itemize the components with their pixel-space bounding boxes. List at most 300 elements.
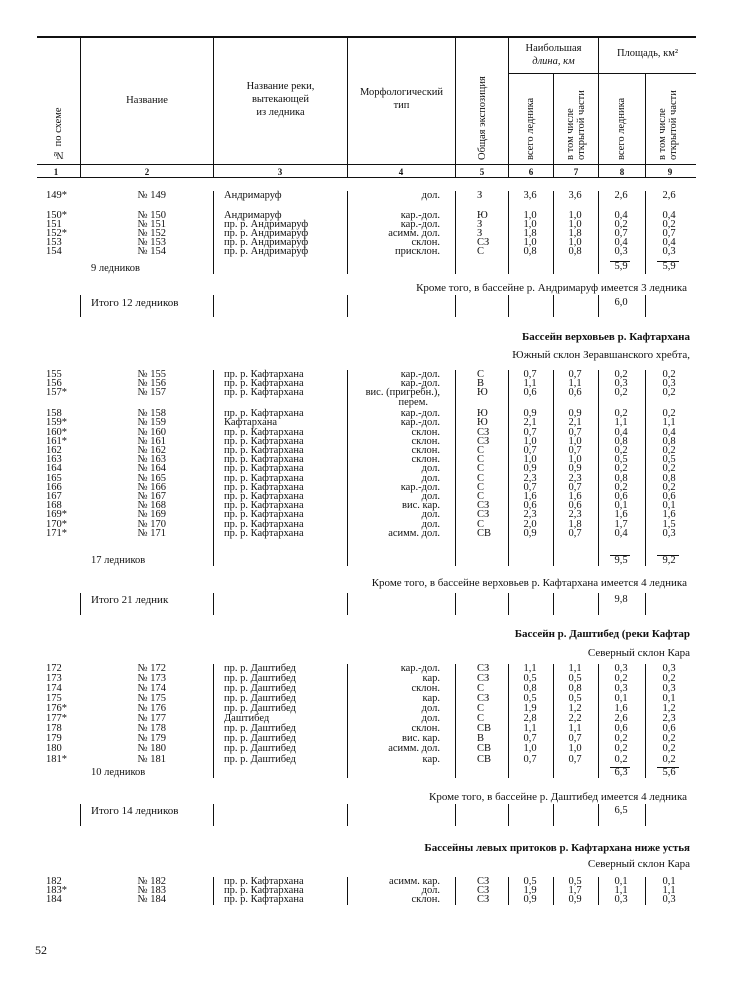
cell-exp: С	[477, 713, 485, 724]
header-group-area: Площадь, км²	[616, 48, 679, 59]
cell-no: 152*	[46, 228, 67, 239]
cell-area: 0,8	[614, 436, 628, 447]
row-divider	[347, 370, 348, 566]
cell-river: пр. р. Даштибед	[224, 683, 296, 694]
cell-area: 0,6	[614, 491, 628, 502]
cell-no: 180	[46, 743, 62, 754]
row-divider	[455, 593, 456, 615]
cell-len: 0,7	[523, 482, 537, 493]
cell-len: 0,9	[523, 463, 537, 474]
cell-type: дол.	[421, 509, 440, 520]
header-divider	[80, 37, 81, 178]
cell-river: пр. р. Кафтархана	[224, 427, 304, 438]
row-divider	[213, 804, 214, 826]
cell-type: склон.	[411, 427, 440, 438]
cell-exp: З	[477, 190, 483, 201]
cell-river: Андримаруф	[224, 190, 282, 201]
glacier-count-label: 10 ледников	[91, 767, 146, 778]
header-divider	[645, 73, 646, 178]
cell-exp: С	[477, 454, 485, 465]
cell-no: 151	[46, 219, 62, 230]
header-divider	[347, 37, 348, 178]
header-number: 6	[528, 167, 534, 177]
cell-no: 176*	[46, 703, 67, 714]
cell-len: 1,6	[523, 491, 537, 502]
total-area: 6,5	[614, 805, 628, 816]
cell-len: 1,0	[523, 436, 537, 447]
row-divider	[508, 593, 509, 615]
cell-len-open: 2,1	[568, 417, 582, 428]
cell-len-open: 0,6	[568, 500, 582, 511]
total-label: Итого 21 ледник	[91, 594, 169, 606]
total-label: Итого 12 ледников	[91, 297, 179, 309]
header-col-type-line: Морфологический	[359, 87, 444, 98]
cell-exp: СЗ	[477, 693, 490, 704]
cell-len-open: 1,0	[568, 210, 582, 221]
cell-len-open: 0,7	[568, 369, 582, 380]
cell-area: 1,6	[614, 703, 628, 714]
cell-area-open: 0,1	[662, 500, 676, 511]
section-title: Бассейн р. Даштибед (реки Кафтар	[514, 628, 690, 640]
cell-area: 0,2	[614, 754, 628, 765]
total-area: 6,0	[614, 297, 628, 308]
cell-len: 0,6	[523, 387, 537, 398]
cell-river: пр. р. Кафтархана	[224, 876, 304, 887]
cell-river: пр. р. Кафтархана	[224, 454, 304, 465]
row-divider	[213, 877, 214, 905]
row-divider	[455, 295, 456, 317]
row-divider	[455, 664, 456, 778]
row-divider	[508, 664, 509, 778]
cell-area-open: 0,6	[662, 491, 676, 502]
cell-area-open: 0,3	[662, 246, 676, 257]
cell-no: 178	[46, 723, 62, 734]
row-divider	[598, 877, 599, 905]
row-divider	[455, 370, 456, 566]
sum-rule	[657, 767, 679, 768]
row-divider	[213, 664, 214, 778]
cell-len: 1,1	[523, 378, 537, 389]
cell-exp: С	[477, 683, 485, 694]
sum-rule	[657, 261, 679, 262]
cell-type: кар.-дол.	[400, 369, 440, 380]
cell-type: склон.	[411, 454, 440, 465]
header-group-length	[509, 42, 598, 68]
cell-area: 0,2	[614, 743, 628, 754]
row-divider	[80, 804, 81, 826]
cell-type: дол.	[421, 885, 440, 896]
cell-no: 150*	[46, 210, 67, 221]
cell-no: 182	[46, 876, 62, 887]
cell-no: 154	[46, 246, 62, 257]
cell-river: пр. р. Даштибед	[224, 733, 296, 744]
header-col-river-line: вытекающей	[251, 94, 310, 105]
cell-len: 0,8	[523, 683, 537, 694]
cell-len-open: 1,8	[568, 519, 582, 530]
cell-area-open: 0,3	[662, 683, 676, 694]
cell-area: 0,8	[614, 473, 628, 484]
cell-type: склон.	[411, 445, 440, 456]
row-divider	[553, 877, 554, 905]
header-number: 9	[667, 167, 673, 177]
cell-exp: СЗ	[477, 673, 490, 684]
cell-len: 0,5	[523, 693, 537, 704]
sum-rule	[610, 555, 630, 556]
cell-area-open: 0,3	[662, 378, 676, 389]
cell-name: № 162	[137, 445, 166, 456]
cell-area-open: 0,1	[662, 693, 676, 704]
glacier-count-area-open: 9,2	[662, 555, 676, 566]
cell-len: 0,7	[523, 754, 537, 765]
cell-exp: СЗ	[477, 876, 490, 887]
cell-no: 163	[46, 454, 62, 465]
row-divider	[455, 877, 456, 905]
cell-len: 1,0	[523, 743, 537, 754]
cell-name: № 171	[137, 528, 166, 539]
cell-len-open: 0,7	[568, 528, 582, 539]
cell-name: № 175	[137, 693, 166, 704]
cell-name: № 152	[137, 228, 166, 239]
row-divider	[645, 804, 646, 826]
cell-river: пр. р. Кафтархана	[224, 387, 304, 398]
cell-no: 149*	[46, 190, 67, 201]
header-col9-line: открытой части	[668, 90, 679, 160]
cell-exp: СЗ	[477, 237, 490, 248]
header-divider	[553, 73, 554, 178]
cell-area: 0,4	[614, 528, 628, 539]
page-number: 52	[35, 943, 47, 957]
cell-no: 168	[46, 500, 62, 511]
cell-area-open: 0,6	[662, 723, 676, 734]
cell-exp: СЗ	[477, 427, 490, 438]
cell-len-open: 2,3	[568, 473, 582, 484]
cell-no: 161*	[46, 436, 67, 447]
row-divider	[598, 664, 599, 778]
cell-type: дол.	[421, 463, 440, 474]
cell-type: кар.-дол.	[400, 408, 440, 419]
cell-type: кар.-дол.	[400, 210, 440, 221]
cell-exp: С	[477, 246, 485, 257]
cell-len: 2,3	[523, 509, 537, 520]
cell-river: пр. р. Кафтархана	[224, 528, 304, 539]
row-divider	[213, 370, 214, 566]
sum-rule	[610, 261, 630, 262]
cell-len-open: 1,0	[568, 436, 582, 447]
basin-note: Кроме того, в бассейне р. Андримаруф имеется 3 ледника	[416, 282, 687, 294]
cell-len: 0,9	[523, 408, 537, 419]
cell-area-open: 0,4	[662, 210, 676, 221]
cell-no: 153	[46, 237, 62, 248]
cell-name: № 149	[137, 190, 166, 201]
cell-exp: С	[477, 473, 485, 484]
glacier-count-area-open: 5,9	[662, 261, 676, 272]
header-divider	[455, 37, 456, 178]
cell-len: 0,5	[523, 673, 537, 684]
cell-name: № 172	[137, 663, 166, 674]
cell-type: склон.	[411, 723, 440, 734]
cell-len-open: 1,0	[568, 743, 582, 754]
cell-exp: СВ	[477, 528, 492, 539]
cell-exp: С	[477, 519, 485, 530]
cell-len: 1,1	[523, 723, 537, 734]
cell-no: 166	[46, 482, 62, 493]
header-col-river-line: из ледника	[256, 107, 305, 118]
cell-exp: С	[477, 369, 485, 380]
section-title: Бассейн верховьев р. Кафтархана	[522, 331, 690, 343]
cell-area: 0,2	[614, 733, 628, 744]
cell-area-open: 0,2	[662, 754, 676, 765]
cell-exp: З	[477, 219, 483, 230]
cell-area: 2,6	[614, 713, 628, 724]
cell-river: пр. р. Кафтархана	[224, 491, 304, 502]
cell-no: 155	[46, 369, 62, 380]
cell-area: 0,2	[614, 408, 628, 419]
cell-name: № 168	[137, 500, 166, 511]
cell-len-open: 0,7	[568, 427, 582, 438]
cell-name: № 177	[137, 713, 166, 724]
cell-no: 184	[46, 894, 62, 905]
total-area: 9,8	[614, 594, 628, 605]
cell-no: 159*	[46, 417, 67, 428]
cell-river: пр. р. Даштибед	[224, 723, 296, 734]
cell-name: № 156	[137, 378, 166, 389]
row-divider	[553, 804, 554, 826]
cell-river: пр. р. Кафтархана	[224, 436, 304, 447]
cell-river: пр. р. Андримаруф	[224, 219, 309, 230]
row-divider	[213, 191, 214, 274]
cell-type: дол.	[421, 519, 440, 530]
row-divider	[347, 295, 348, 317]
header-number: 5	[479, 167, 485, 177]
cell-len-open: 0,9	[568, 463, 582, 474]
header-divider	[213, 37, 214, 178]
header-col7-line: в том числе	[565, 108, 576, 160]
cell-type: кар.-дол.	[400, 219, 440, 230]
cell-len: 1,8	[523, 228, 537, 239]
row-divider	[645, 191, 646, 274]
row-divider	[645, 295, 646, 317]
cell-no: 179	[46, 733, 62, 744]
row-divider	[508, 295, 509, 317]
cell-area: 1,6	[614, 509, 628, 520]
cell-exp: СЗ	[477, 894, 490, 905]
cell-len: 0,7	[523, 733, 537, 744]
header-col8: всего ледника	[616, 97, 627, 160]
cell-type-continued: перем.	[398, 397, 428, 408]
cell-no: 158	[46, 408, 62, 419]
cell-type: вис. кар.	[402, 733, 440, 744]
cell-area: 0,2	[614, 445, 628, 456]
cell-len: 1,0	[523, 219, 537, 230]
header-col-exposure: Общая экспозиция	[477, 76, 488, 160]
cell-len: 3,6	[523, 190, 537, 201]
cell-type: асимм. дол.	[388, 743, 440, 754]
cell-area: 0,3	[614, 894, 628, 905]
cell-name: № 157	[137, 387, 166, 398]
cell-river: пр. р. Кафтархана	[224, 408, 304, 419]
cell-type: склон.	[411, 436, 440, 447]
cell-no: 171*	[46, 528, 67, 539]
cell-area-open: 0,5	[662, 454, 676, 465]
cell-name: № 151	[137, 219, 166, 230]
cell-area-open: 0,3	[662, 663, 676, 674]
cell-river: Даштибед	[224, 713, 270, 724]
cell-no: 173	[46, 673, 62, 684]
cell-name: № 173	[137, 673, 166, 684]
cell-len-open: 0,9	[568, 894, 582, 905]
cell-river: пр. р. Кафтархана	[224, 445, 304, 456]
cell-area-open: 1,1	[662, 417, 676, 428]
cell-len-open: 0,7	[568, 754, 582, 765]
cell-no: 175	[46, 693, 62, 704]
cell-len: 0,7	[523, 445, 537, 456]
cell-exp: СЗ	[477, 500, 490, 511]
section-subtitle: Южный склон Зеравшанского хребта,	[512, 349, 690, 361]
cell-area: 0,1	[614, 500, 628, 511]
cell-area-open: 0,1	[662, 876, 676, 887]
row-divider	[553, 191, 554, 274]
row-divider	[508, 804, 509, 826]
header-col-river	[215, 80, 346, 119]
cell-area-open: 0,2	[662, 482, 676, 493]
cell-no: 170*	[46, 519, 67, 530]
cell-area: 0,1	[614, 693, 628, 704]
cell-name: № 178	[137, 723, 166, 734]
cell-len: 0,8	[523, 246, 537, 257]
section-subtitle: Северный склон Кара	[587, 858, 690, 870]
cell-area: 0,2	[614, 482, 628, 493]
cell-type: вис. (пригребн.),	[365, 387, 440, 398]
cell-river: Андримаруф	[224, 210, 282, 221]
cell-len-open: 1,0	[568, 237, 582, 248]
cell-area: 1,1	[614, 885, 628, 896]
cell-river: пр. р. Андримаруф	[224, 246, 309, 257]
cell-len-open: 0,6	[568, 387, 582, 398]
cell-type: кар.	[422, 673, 440, 684]
cell-exp: СВ	[477, 723, 492, 734]
cell-river: пр. р. Даштибед	[224, 743, 296, 754]
cell-area: 0,4	[614, 210, 628, 221]
basin-note: Кроме того, в бассейне верховьев р. Кафтархана имеется 4 ледника	[371, 577, 687, 589]
cell-name: № 167	[137, 491, 166, 502]
cell-len-open: 2,3	[568, 509, 582, 520]
cell-len-open: 1,0	[568, 219, 582, 230]
cell-name: № 150	[137, 210, 166, 221]
cell-no: 162	[46, 445, 62, 456]
cell-area-open: 0,8	[662, 436, 676, 447]
header-col-name: Название	[126, 95, 168, 106]
cell-type: кар.-дол.	[400, 378, 440, 389]
glacier-count-label: 17 ледников	[91, 555, 146, 566]
glacier-count-label: 9 ледников	[91, 263, 140, 274]
cell-name: № 158	[137, 408, 166, 419]
cell-len-open: 0,5	[568, 673, 582, 684]
cell-len-open: 1,1	[568, 378, 582, 389]
row-divider	[455, 191, 456, 274]
cell-type: асимм. дол.	[388, 228, 440, 239]
cell-name: № 155	[137, 369, 166, 380]
cell-len-open: 1,8	[568, 228, 582, 239]
cell-area-open: 0,2	[662, 743, 676, 754]
row-divider	[347, 804, 348, 826]
row-divider	[645, 877, 646, 905]
cell-river: пр. р. Кафтархана	[224, 369, 304, 380]
cell-type: вис. кар.	[402, 500, 440, 511]
cell-area: 0,5	[614, 454, 628, 465]
cell-len-open: 0,8	[568, 246, 582, 257]
basin-note: Кроме того, в бассейне р. Даштибед имеется 4 ледника	[429, 791, 687, 803]
cell-len: 1,9	[523, 885, 537, 896]
cell-len-open: 1,1	[568, 663, 582, 674]
cell-exp: Ю	[477, 387, 488, 398]
cell-type: склон.	[411, 683, 440, 694]
row-divider	[508, 877, 509, 905]
cell-no: 165	[46, 473, 62, 484]
header-col-number: № по схеме	[53, 107, 64, 160]
cell-area-open: 0,3	[662, 528, 676, 539]
row-divider	[213, 295, 214, 317]
sum-rule	[657, 555, 679, 556]
cell-exp: СВ	[477, 754, 492, 765]
cell-exp: СЗ	[477, 663, 490, 674]
cell-area-open: 0,2	[662, 369, 676, 380]
row-divider	[508, 191, 509, 274]
cell-area-open: 0,4	[662, 237, 676, 248]
header-col-type	[349, 86, 454, 112]
cell-no: 174	[46, 683, 62, 694]
cell-area-open: 2,6	[662, 190, 676, 201]
cell-river: пр. р. Кафтархана	[224, 509, 304, 520]
cell-name: № 174	[137, 683, 166, 694]
cell-type: асимм. дол.	[388, 528, 440, 539]
header-number: 3	[277, 167, 283, 177]
cell-no: 181*	[46, 754, 67, 765]
cell-name: № 165	[137, 473, 166, 484]
row-divider	[508, 370, 509, 566]
cell-exp: В	[477, 378, 485, 389]
cell-len-open: 0,5	[568, 693, 582, 704]
section-subtitle: Северный склон Кара	[587, 647, 690, 659]
sum-rule	[610, 767, 630, 768]
cell-type: дол.	[421, 713, 440, 724]
header-col-river-line: Название реки,	[246, 81, 315, 92]
cell-len: 2,1	[523, 417, 537, 428]
cell-exp: С	[477, 703, 485, 714]
header-number: 8	[619, 167, 625, 177]
cell-len: 1,1	[523, 663, 537, 674]
row-divider	[598, 370, 599, 566]
cell-area-open: 2,3	[662, 713, 676, 724]
cell-len: 1,0	[523, 210, 537, 221]
cell-type: присклон.	[395, 246, 440, 257]
cell-type: асимм. кар.	[389, 876, 440, 887]
row-divider	[553, 664, 554, 778]
cell-type: кар.	[422, 693, 440, 704]
cell-exp: С	[477, 482, 485, 493]
cell-river: пр. р. Кафтархана	[224, 463, 304, 474]
cell-name: № 166	[137, 482, 166, 493]
cell-type: дол.	[421, 491, 440, 502]
cell-name: № 179	[137, 733, 166, 744]
row-divider	[598, 295, 599, 317]
cell-area: 0,7	[614, 228, 628, 239]
cell-area-open: 0,2	[662, 733, 676, 744]
cell-len-open: 0,7	[568, 482, 582, 493]
cell-area: 0,4	[614, 427, 628, 438]
header-number: 1	[53, 167, 59, 177]
cell-area: 0,2	[614, 219, 628, 230]
cell-name: № 164	[137, 463, 166, 474]
